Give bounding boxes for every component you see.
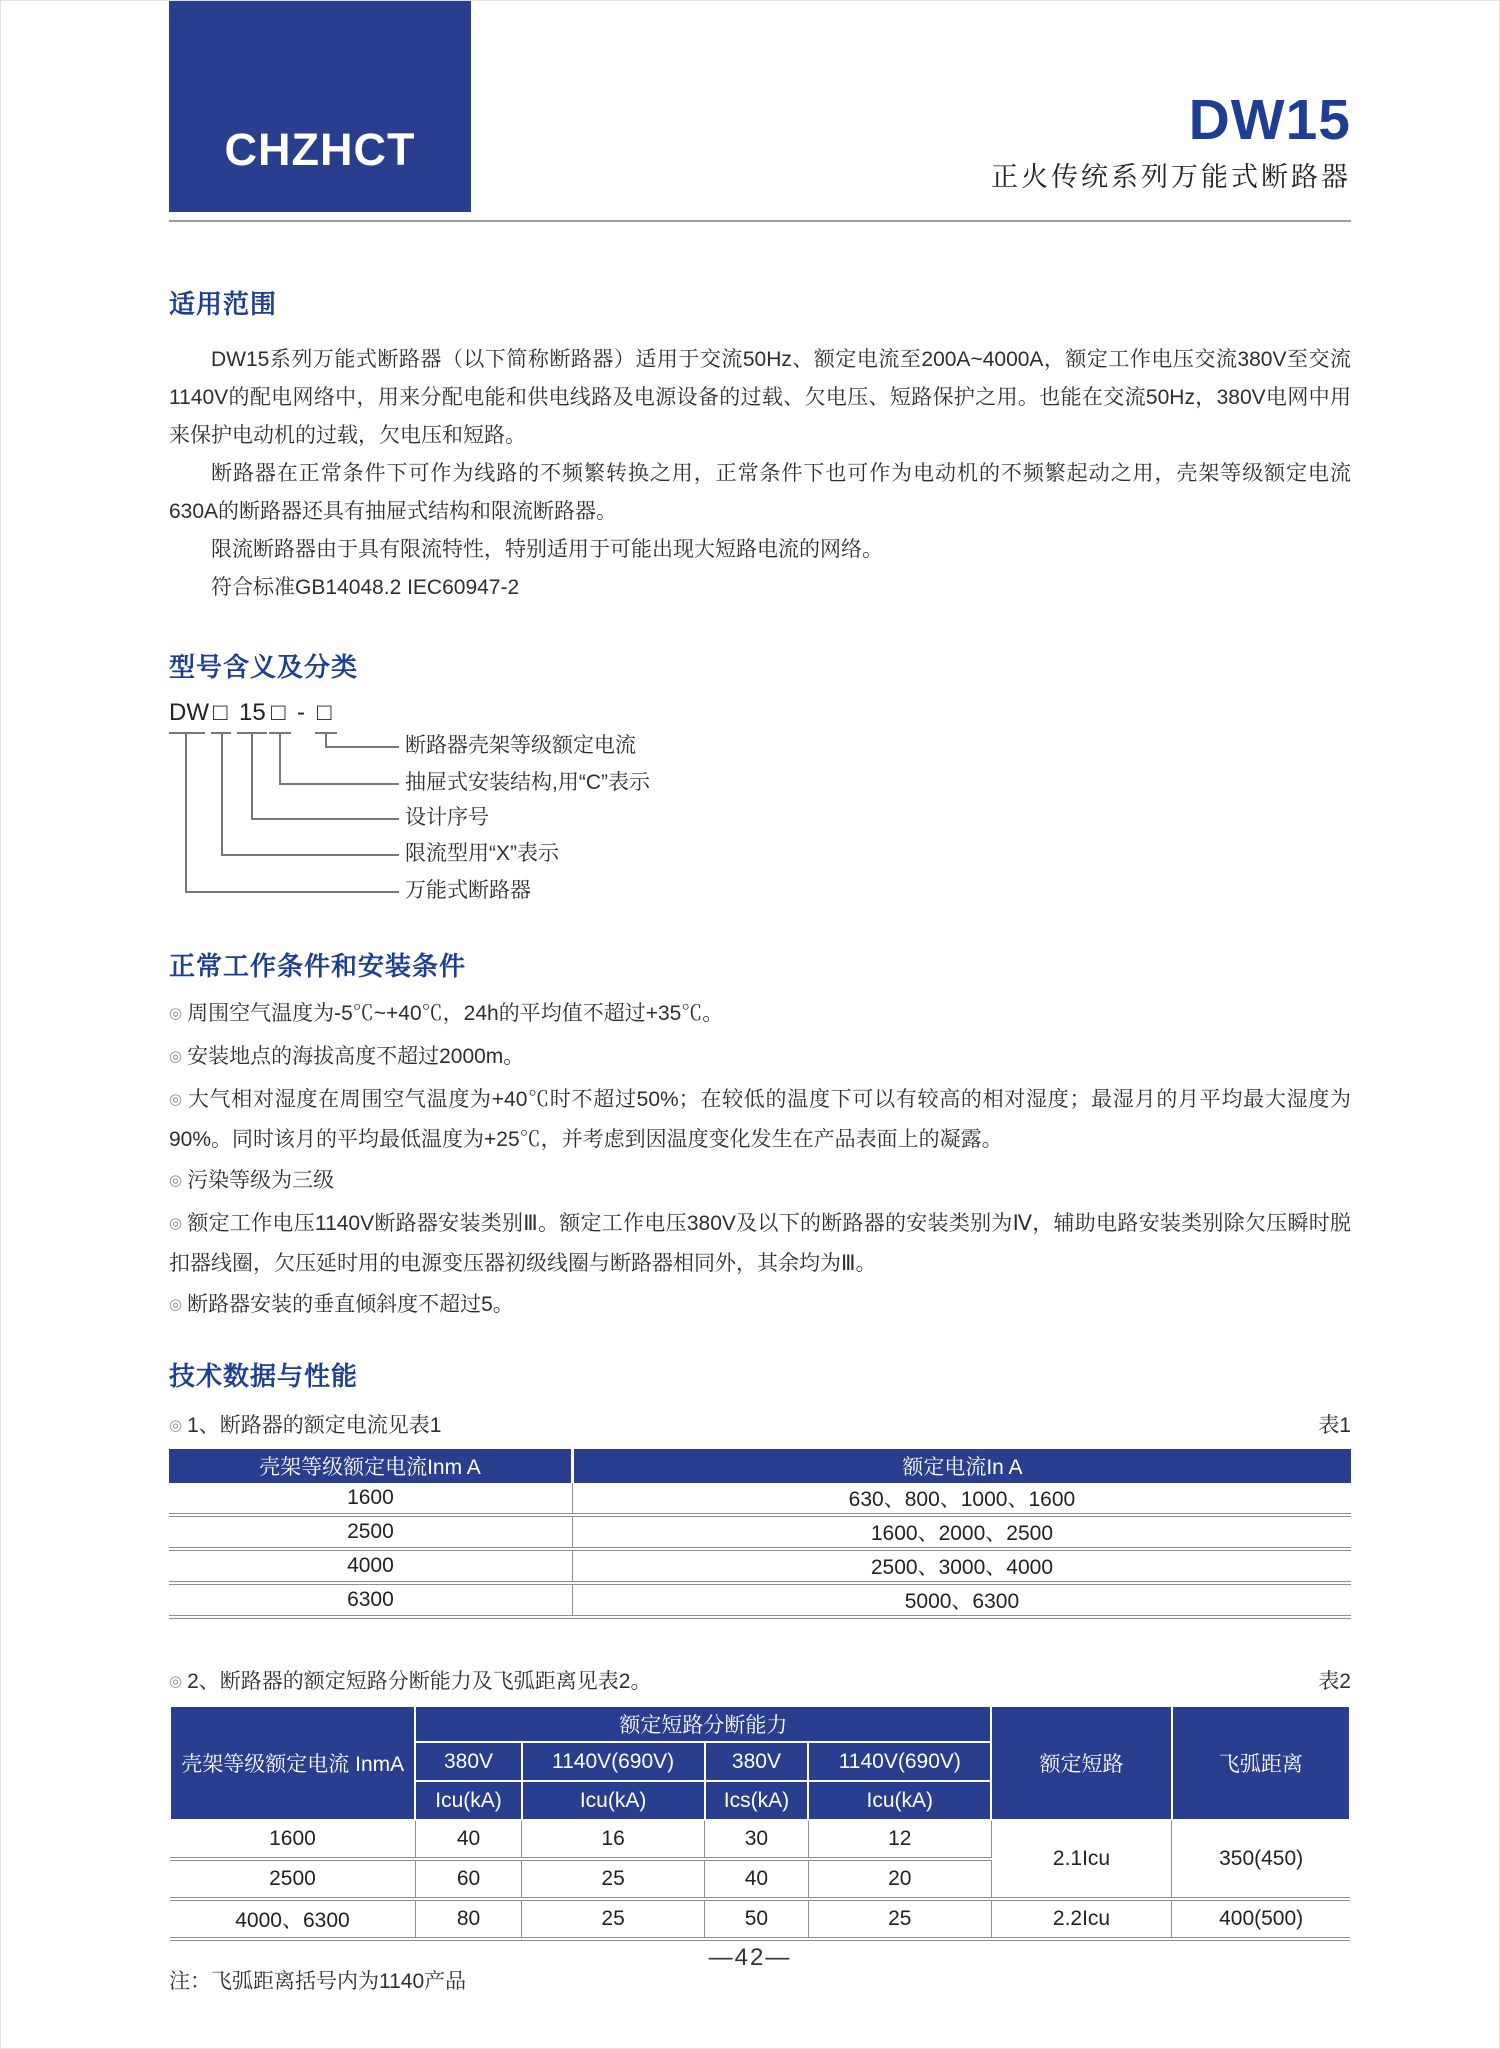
table2-tag: 表2	[1318, 1670, 1351, 1693]
bullet-icon: ◎	[169, 1215, 183, 1232]
unit-column-header: Icu(kA)	[415, 1781, 521, 1820]
condition-item	[169, 1205, 1351, 1283]
model-token-dw: DW	[169, 699, 209, 726]
scope-paragraph: 限流断路器由于具有限流特性，特别适用于可能出现大短路电流的网络。	[211, 538, 883, 561]
sub-column-header: 380V	[415, 1742, 521, 1781]
model-token-dash: -	[297, 699, 305, 726]
table-cell: 1600	[169, 1483, 572, 1515]
table-header-row	[170, 1706, 1350, 1742]
table-cell: 2500	[170, 1859, 415, 1899]
section-model	[169, 647, 1351, 920]
bullet-icon: ◎	[169, 1005, 183, 1022]
product-model-title: DW15	[1188, 88, 1351, 152]
model-label-design-serial: 设计序号	[405, 806, 489, 829]
condition-text: 污染等级为三级	[187, 1169, 335, 1192]
page-header	[169, 1, 1351, 222]
table-cell: 4000、6300	[170, 1899, 415, 1939]
table1-caption-row	[169, 1409, 1351, 1439]
table-cell: 12	[808, 1820, 991, 1859]
scope-paragraph: DW15系列万能式断路器（以下简称断路器）适用于交流50Hz、额定电流至200A~4000A，额定工作电压交流380V至交流1140V的配电网络中，用来分配电能和供电线路及电源设备的过载、欠电压、短路保护之用。也能在交流50Hz，380V电网中用来保护电动机的过载，欠电压和短路。	[169, 348, 1351, 447]
model-connector-line	[185, 732, 399, 893]
table-cell: 350(450)	[1172, 1820, 1350, 1899]
rated-current-table-body	[169, 1483, 1351, 1617]
bullet-icon: ◎	[169, 1673, 183, 1690]
scope-paragraph: 断路器在正常条件下可作为线路的不频繁转换之用，正常条件下也可作为电动机的不频繁起动之用，壳架等级额定电流630A的断路器还具有抽屉式结构和限流断路器。	[169, 462, 1351, 523]
table2-caption	[169, 1665, 651, 1695]
product-series-subtitle: 正火传统系列万能式断路器	[991, 162, 1351, 192]
table-cell: 400(500)	[1172, 1899, 1350, 1939]
condition-text: 周围空气温度为-5℃~+40℃，24h的平均值不超过+35℃。	[187, 1002, 724, 1025]
table1-caption-text: 1、断路器的额定电流见表1	[187, 1414, 442, 1437]
section-scope-title: 适用范围	[169, 289, 278, 319]
section-model-title: 型号含义及分类	[169, 652, 359, 682]
bullet-icon: ◎	[169, 1296, 183, 1313]
condition-item	[169, 1162, 1351, 1202]
model-label-drawout: 抽屉式安装结构,用“C”表示	[405, 771, 650, 794]
model-label-frame-current: 断路器壳架等级额定电流	[405, 734, 636, 757]
table-cell: 80	[415, 1899, 521, 1939]
table-header-row	[169, 1449, 1351, 1483]
breaking-capacity-table-head	[170, 1706, 1350, 1820]
table-cell: 20	[808, 1859, 991, 1899]
column-header: 壳架等级额定电流 InmA	[170, 1706, 415, 1820]
table-row	[170, 1820, 1350, 1859]
condition-text: 安装地点的海拔高度不超过2000m。	[187, 1045, 525, 1068]
table-cell: 2.1Icu	[991, 1820, 1172, 1899]
table-cell: 25	[522, 1899, 705, 1939]
table-cell: 6300	[169, 1583, 572, 1617]
table2-caption-text: 2、断路器的额定短路分断能力及飞弧距离见表2。	[187, 1670, 652, 1693]
table-row	[169, 1515, 1351, 1549]
model-token-15: 15	[239, 699, 266, 726]
condition-item	[169, 1286, 1351, 1326]
table1-tag: 表1	[1318, 1414, 1351, 1437]
rated-current-table-head	[169, 1449, 1351, 1483]
condition-item	[169, 1081, 1351, 1159]
section-tech-data	[169, 1356, 1351, 1995]
unit-column-header: Ics(kA)	[705, 1781, 809, 1820]
column-header: 额定短路	[991, 1706, 1172, 1820]
table-cell: 16	[522, 1820, 705, 1859]
table-cell: 2500	[169, 1515, 572, 1549]
table-cell: 2.2Icu	[991, 1899, 1172, 1939]
table-row	[169, 1549, 1351, 1583]
model-label-current-limit: 限流型用“X”表示	[405, 842, 559, 865]
table-cell: 50	[705, 1899, 809, 1939]
table-cell: 25	[808, 1899, 991, 1939]
brand-logo-text: CHZHCT	[224, 124, 416, 175]
title-block	[991, 88, 1351, 194]
model-token-box3: □	[317, 699, 332, 726]
section-conditions-title: 正常工作条件和安装条件	[169, 951, 467, 981]
unit-column-header: Icu(kA)	[522, 1781, 705, 1820]
table2-caption-row	[169, 1665, 1351, 1695]
scope-paragraph: 符合标准GB14048.2 IEC60947-2	[211, 576, 520, 599]
table2-footnote: 注：飞弧距离括号内为1140产品	[169, 1970, 467, 1993]
table-row	[169, 1483, 1351, 1515]
column-header: 壳架等级额定电流Inm A	[169, 1449, 572, 1483]
brand-logo	[169, 1, 471, 212]
bullet-icon: ◎	[169, 1417, 183, 1434]
condition-text: 断路器安装的垂直倾斜度不超过5。	[187, 1293, 514, 1316]
model-code-diagram	[169, 698, 1351, 920]
table1-caption	[169, 1409, 441, 1439]
model-token-box1: □	[213, 699, 228, 726]
bullet-icon: ◎	[169, 1172, 183, 1189]
sub-column-header: 1140V(690V)	[522, 1742, 705, 1781]
section-conditions	[169, 946, 1351, 1326]
table-row	[170, 1899, 1350, 1939]
column-header: 额定电流In A	[572, 1449, 1351, 1483]
section-scope	[169, 284, 1351, 607]
column-header: 飞弧距离	[1172, 1706, 1350, 1820]
condition-text: 大气相对湿度在周围空气温度为+40℃时不超过50%；在较低的温度下可以有较高的相对湿度；最湿月的月平均最大湿度为90%。同时该月的平均最低温度为+25℃，并考虑到因温度变化发生在产品表面上的凝露。	[169, 1088, 1351, 1151]
table-cell: 60	[415, 1859, 521, 1899]
table-cell: 2500、3000、4000	[572, 1549, 1351, 1583]
model-token-box2: □	[271, 699, 286, 726]
table-cell: 5000、6300	[572, 1583, 1351, 1617]
condition-item	[169, 995, 1351, 1035]
page-number: —42—	[708, 1944, 792, 1971]
table-cell: 30	[705, 1820, 809, 1859]
table-cell: 1600	[170, 1820, 415, 1859]
section-tech-title: 技术数据与性能	[169, 1361, 359, 1391]
table-cell: 4000	[169, 1549, 572, 1583]
table-cell: 40	[415, 1820, 521, 1859]
table-cell: 25	[522, 1859, 705, 1899]
table-row	[169, 1583, 1351, 1617]
bullet-icon: ◎	[169, 1048, 183, 1065]
table-cell: 1600、2000、2500	[572, 1515, 1351, 1549]
breaking-capacity-table	[169, 1705, 1351, 1941]
condition-item	[169, 1038, 1351, 1078]
condition-text: 额定工作电压1140V断路器安装类别Ⅲ。额定工作电压380V及以下的断路器的安装类别为Ⅳ，辅助电路安装类别除欠压瞬时脱扣器线圈，欠压延时用的电源变压器初级线圈与断路器相同外，其余均为Ⅲ。	[169, 1212, 1351, 1275]
sub-column-header: 1140V(690V)	[808, 1742, 991, 1781]
unit-column-header: Icu(kA)	[808, 1781, 991, 1820]
bullet-icon: ◎	[169, 1091, 183, 1108]
group-column-header: 额定短路分断能力	[415, 1706, 991, 1742]
model-label-universal: 万能式断路器	[405, 879, 531, 902]
table-cell: 40	[705, 1859, 809, 1899]
breaking-capacity-table-body	[170, 1820, 1350, 1939]
sub-column-header: 380V	[705, 1742, 809, 1781]
rated-current-table	[169, 1449, 1351, 1619]
table-cell: 630、800、1000、1600	[572, 1483, 1351, 1515]
